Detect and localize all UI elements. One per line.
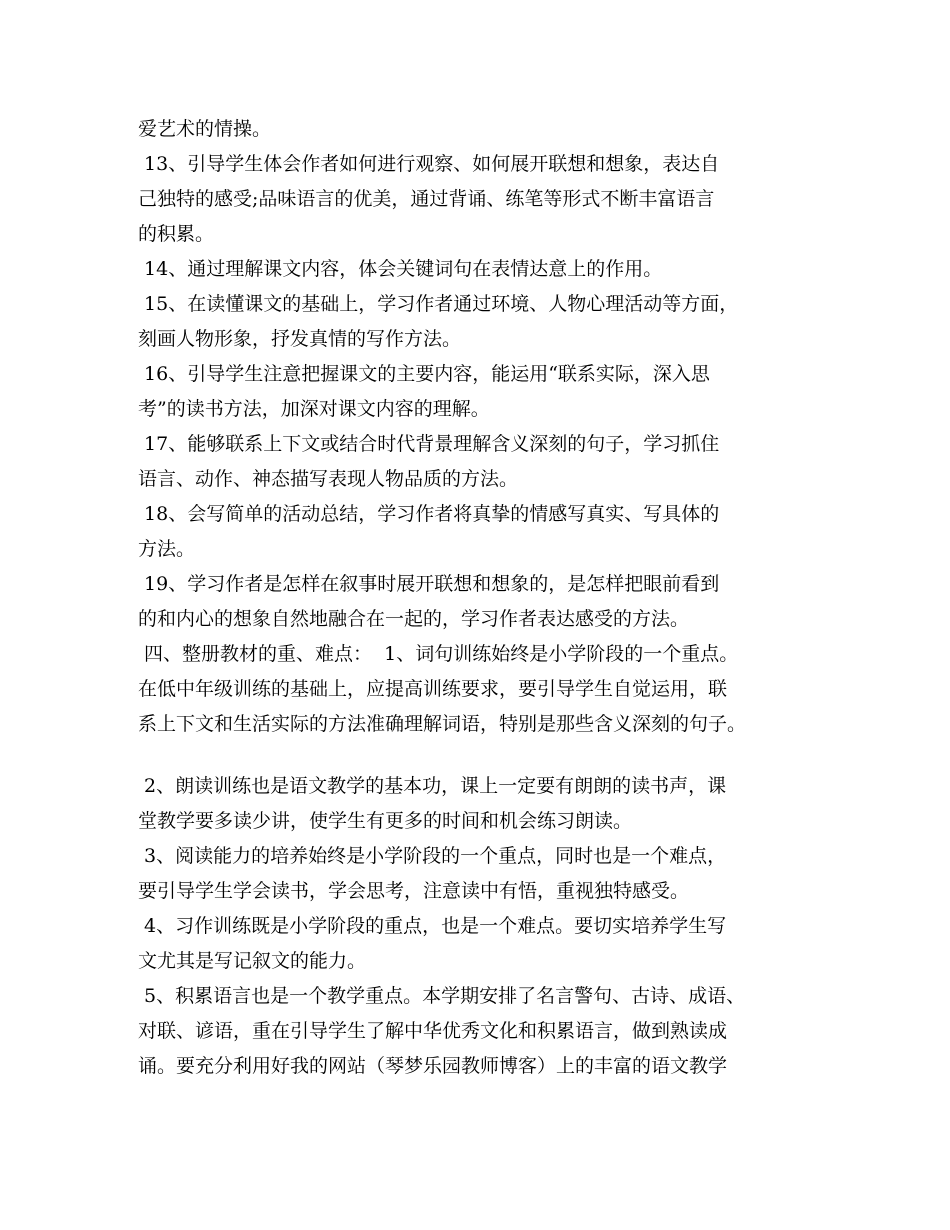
text-line: 18、会写简单的活动总结，学习作者将真挚的情感写真实、写具体的 xyxy=(138,503,720,525)
text-line: 四、整册教材的重、难点： 1、词句训练始终是小学阶段的一个重点。 xyxy=(138,643,739,665)
text-line: 在低中年级训练的基础上，应提高训练要求，要引导学生自觉运用，联 xyxy=(138,678,728,700)
text-line: 要引导学生学会读书，学会思考，注意读中有悟，重视独特感受。 xyxy=(138,880,690,902)
blank-line xyxy=(138,742,838,769)
text-line: 的积累。 xyxy=(138,223,215,245)
text-line: 考”的读书方法，加深对课文内容的理解。 xyxy=(138,398,490,420)
text-line: 对联、谚语，重在引导学生了解中华优秀文化和积累语言，做到熟读成 xyxy=(138,1020,728,1042)
text-line: 方法。 xyxy=(138,538,196,560)
text-line: 堂教学要多读少讲，使学生有更多的时间和机会练习朗读。 xyxy=(138,810,633,832)
text-line: 刻画人物形象，抒发真情的写作方法。 xyxy=(138,328,462,350)
text-line: 系上下文和生活实际的方法准确理解词语，特别是那些含义深刻的句子。 xyxy=(138,713,747,735)
text-line: 16、引导学生注意把握课文的主要内容，能运用“联系实际，深入思 xyxy=(138,363,710,385)
text-line: 诵。要充分利用好我的网站（琴梦乐园教师博客）上的丰富的语文教学 xyxy=(138,1055,728,1077)
text-line: 语言、动作、神态描写表现人物品质的方法。 xyxy=(138,468,519,490)
text-line: 5、积累语言也是一个教学重点。本学期安排了名言警句、古诗、成语、 xyxy=(138,985,746,1007)
text-line: 17、能够联系上下文或结合时代背景理解含义深刻的句子，学习抓住 xyxy=(138,433,720,455)
text-line: 14、通过理解课文内容，体会关键词句在表情达意上的作用。 xyxy=(138,258,663,280)
text-line: 13、引导学生体会作者如何进行观察、如何展开联想和想象，表达自 xyxy=(138,153,720,175)
text-line: 19、学习作者是怎样在叙事时展开联想和想象的，是怎样把眼前看到 xyxy=(138,573,720,595)
text-line: 己独特的感受;品味语言的优美，通过背诵、练笔等形式不断丰富语言 xyxy=(138,188,715,210)
text-line: 3、阅读能力的培养始终是小学阶段的一个重点，同时也是一个难点， xyxy=(138,845,727,867)
text-line: 4、习作训练既是小学阶段的重点，也是一个难点。要切实培养学生写 xyxy=(138,915,727,937)
text-line: 2、朗读训练也是语文教学的基本功，课上一定要有朗朗的读书声，课 xyxy=(138,775,727,797)
text-line: 15、在读懂课文的基础上，学习作者通过环境、人物心理活动等方面， xyxy=(138,293,739,315)
text-line: 文尤其是写记叙文的能力。 xyxy=(138,950,367,972)
document-body xyxy=(138,112,838,1084)
text-line: 的和内心的想象自然地融合在一起的，学习作者表达感受的方法。 xyxy=(138,608,690,630)
text-line: 爱艺术的情操。 xyxy=(138,118,272,140)
